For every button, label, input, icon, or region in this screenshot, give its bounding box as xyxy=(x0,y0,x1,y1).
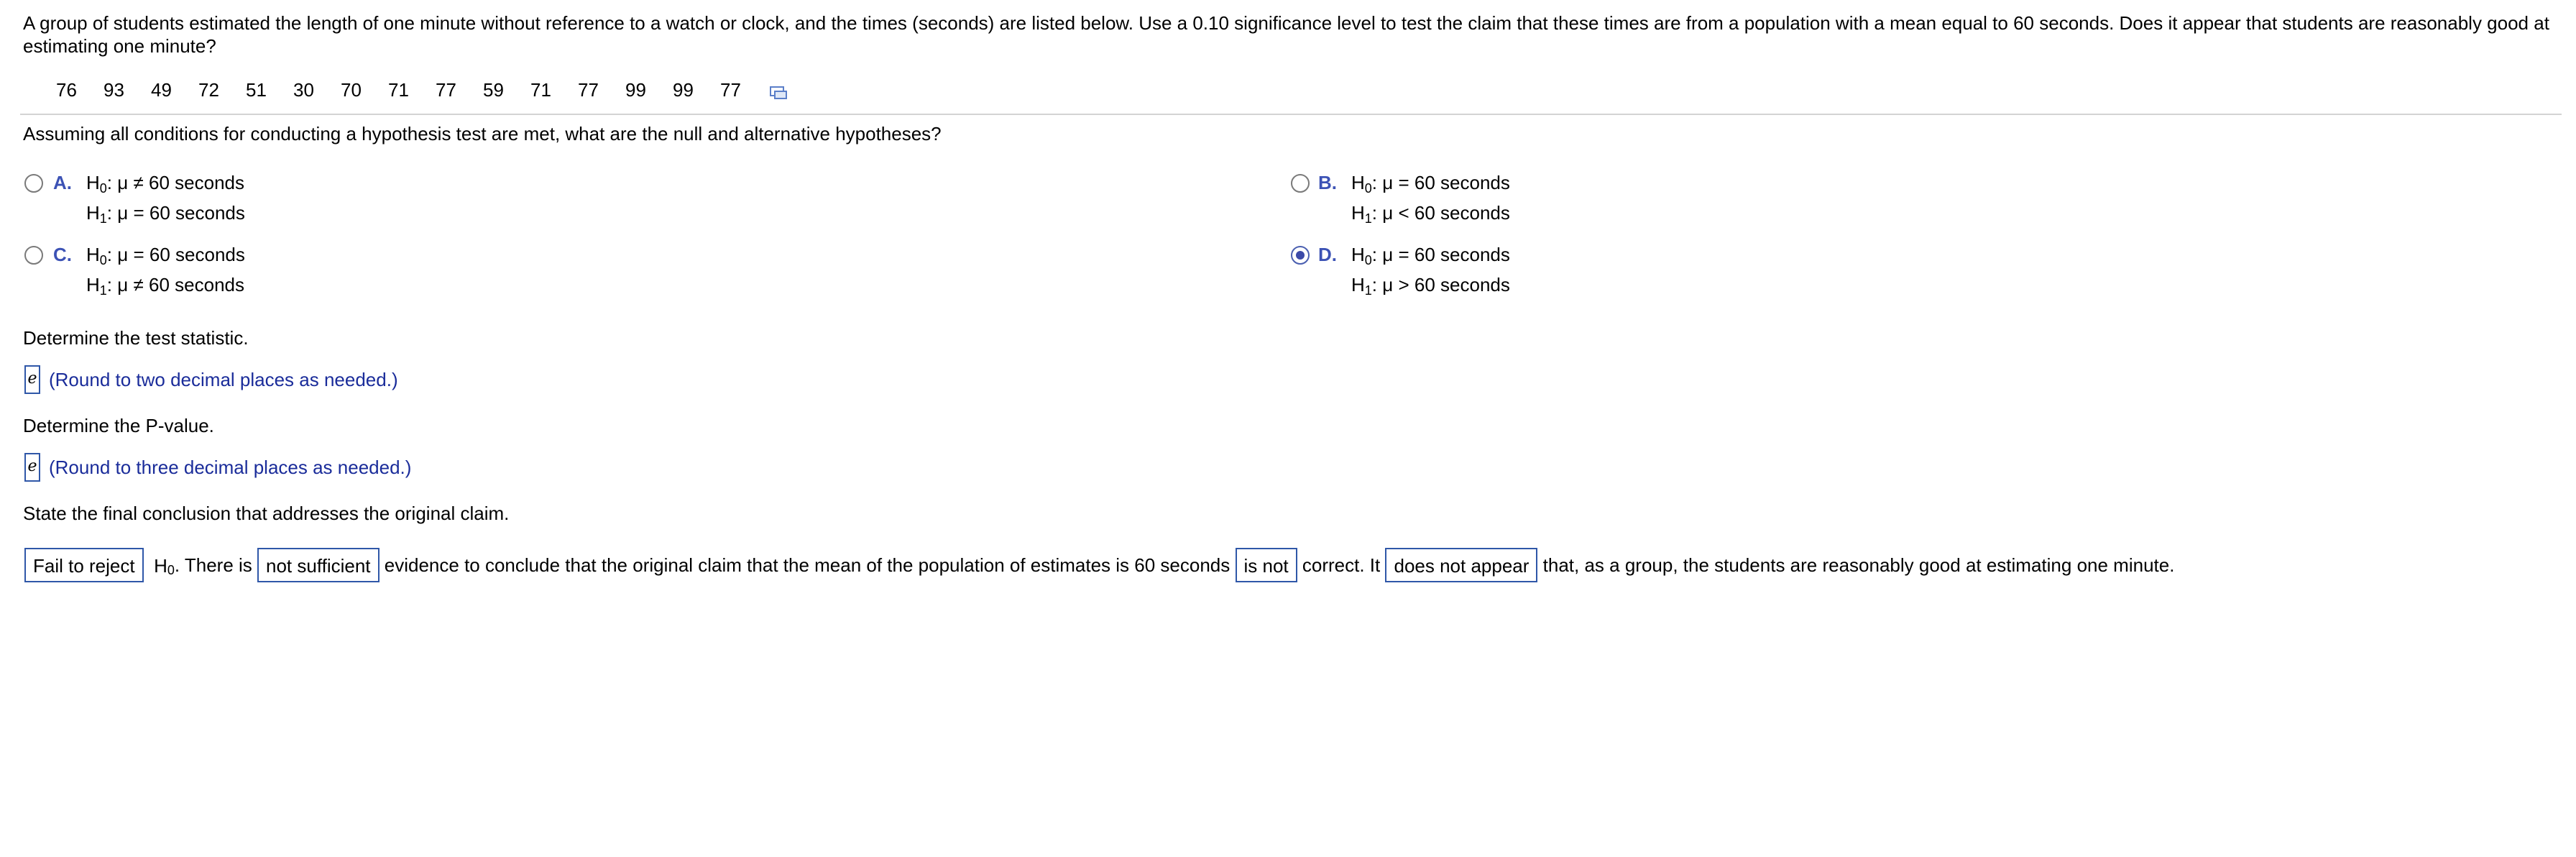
h-symbol: H xyxy=(86,172,100,193)
hypotheses-prompt: Assuming all conditions for conducting a hypothesis test are met, what are the null and alternative hypotheses? xyxy=(23,123,942,145)
relation-symbol: < xyxy=(1398,202,1409,224)
h-symbol: H xyxy=(1351,202,1365,224)
p-value-prompt: Determine the P-value. xyxy=(23,415,214,436)
appear-dropdown[interactable]: does not appear xyxy=(1385,548,1537,582)
h0-subscript: 0 xyxy=(99,253,107,267)
mu-symbol: μ xyxy=(1382,244,1394,265)
relation-symbol: = xyxy=(133,244,144,265)
h0-subscript: 0 xyxy=(1364,253,1372,267)
data-value: 99 xyxy=(673,79,694,101)
test-statistic-input[interactable]: e xyxy=(24,365,40,394)
option-c-null xyxy=(86,243,245,266)
h0-subscript: 0 xyxy=(1364,181,1372,196)
relation-symbol: = xyxy=(133,202,144,224)
colon: : xyxy=(106,172,113,193)
question-text xyxy=(23,12,2560,58)
question-intro-line1: A group of students estimated the length of one minute without reference to a watch or clock, and the times (seconds) are listed below. Use a 0.10 significance level to test the claim that these times are from a population with a mean equal to 60 seconds. Does it appear that students are reasonably good at xyxy=(23,12,2549,34)
relation-symbol: = xyxy=(1398,244,1409,265)
option-d-null-value: 60 seconds xyxy=(1414,244,1510,265)
test-statistic-hint: (Round to two decimal places as needed.) xyxy=(49,369,398,390)
relation-symbol: ≠ xyxy=(133,274,144,295)
option-d-alt-value: 60 seconds xyxy=(1414,274,1510,295)
option-a-null xyxy=(86,171,244,194)
conclusion-prompt: State the final conclusion that addresses the original claim. xyxy=(23,503,510,524)
data-value: 71 xyxy=(388,79,409,101)
option-c-alt xyxy=(86,273,244,296)
data-value: 76 xyxy=(56,79,77,101)
h-symbol: H xyxy=(154,555,167,577)
h0-text xyxy=(149,554,175,578)
relation-symbol: = xyxy=(1398,172,1409,193)
data-value: 30 xyxy=(293,79,314,101)
data-value: 77 xyxy=(720,79,741,101)
conclusion-text-4: that, as a group, the students are reasonably good at estimating one minute. xyxy=(1542,554,2175,577)
relation-symbol: ≠ xyxy=(133,172,144,193)
colon: : xyxy=(1371,274,1378,295)
mu-symbol: μ xyxy=(117,244,129,265)
h1-subscript: 1 xyxy=(99,283,107,298)
option-c-radio[interactable] xyxy=(24,246,43,265)
option-b-alt xyxy=(1351,201,1510,224)
option-c-alt-value: 60 seconds xyxy=(149,274,244,295)
copy-data-icon[interactable] xyxy=(769,85,788,101)
option-b-null xyxy=(1351,171,1510,194)
option-d-letter: D. xyxy=(1318,244,1337,265)
data-value: 77 xyxy=(578,79,599,101)
data-value: 59 xyxy=(483,79,504,101)
h-symbol: H xyxy=(1351,244,1365,265)
option-b-alt-value: 60 seconds xyxy=(1414,202,1510,224)
evidence-dropdown[interactable]: not sufficient xyxy=(257,548,380,582)
mu-symbol: μ xyxy=(1382,202,1394,224)
colon: : xyxy=(106,244,113,265)
option-a-letter: A. xyxy=(53,172,72,193)
option-d-radio[interactable] xyxy=(1291,246,1310,265)
p-value-input[interactable]: e xyxy=(24,453,40,482)
h1-subscript: 1 xyxy=(1364,211,1372,226)
divider xyxy=(20,114,2562,115)
data-values-row xyxy=(0,78,862,102)
conclusion-text-3: correct. It xyxy=(1302,554,1381,577)
conclusion-text-2: evidence to conclude that the original claim that the mean of the population of estimates is 60 seconds xyxy=(384,554,1230,577)
colon: : xyxy=(1371,202,1378,224)
mu-symbol: μ xyxy=(117,202,129,224)
data-value: 99 xyxy=(625,79,646,101)
h1-subscript: 1 xyxy=(99,211,107,226)
relation-symbol: > xyxy=(1398,274,1409,295)
option-d-alt xyxy=(1351,273,1510,296)
h-symbol: H xyxy=(1351,172,1365,193)
h-symbol: H xyxy=(86,244,100,265)
option-a-radio[interactable] xyxy=(24,174,43,193)
data-value: 49 xyxy=(151,79,172,101)
option-a-alt xyxy=(86,201,245,224)
test-statistic-prompt: Determine the test statistic. xyxy=(23,327,249,349)
data-value: 71 xyxy=(530,79,551,101)
h-symbol: H xyxy=(86,202,100,224)
h1-subscript: 1 xyxy=(1364,283,1372,298)
h0-subscript: 0 xyxy=(99,181,107,196)
colon: : xyxy=(1371,172,1378,193)
conclusion-sentence xyxy=(24,545,2174,582)
mu-symbol: μ xyxy=(1382,274,1394,295)
h-symbol: H xyxy=(1351,274,1365,295)
conclusion-text-1: . There is xyxy=(174,554,252,577)
data-value: 77 xyxy=(436,79,456,101)
mu-symbol: μ xyxy=(117,172,129,193)
data-value: 93 xyxy=(104,79,124,101)
option-c-null-value: 60 seconds xyxy=(149,244,245,265)
question-intro-line2: estimating one minute? xyxy=(23,35,216,57)
option-d-null xyxy=(1351,243,1510,266)
data-value: 51 xyxy=(246,79,267,101)
mu-symbol: μ xyxy=(117,274,129,295)
option-a-alt-value: 60 seconds xyxy=(149,202,245,224)
mu-symbol: μ xyxy=(1382,172,1394,193)
option-a-null-value: 60 seconds xyxy=(149,172,244,193)
colon: : xyxy=(106,274,113,295)
p-value-hint: (Round to three decimal places as needed.) xyxy=(49,457,412,478)
data-value: 72 xyxy=(198,79,219,101)
option-b-letter: B. xyxy=(1318,172,1337,193)
h-symbol: H xyxy=(86,274,100,295)
decision-dropdown[interactable]: Fail to reject xyxy=(24,548,144,582)
h0-subscript: 0 xyxy=(167,563,175,578)
option-b-radio[interactable] xyxy=(1291,174,1310,193)
data-value: 70 xyxy=(341,79,362,101)
colon: : xyxy=(1371,244,1378,265)
option-c-letter: C. xyxy=(53,244,72,265)
colon: : xyxy=(106,202,113,224)
claim-correct-dropdown[interactable]: is not xyxy=(1236,548,1297,582)
option-b-null-value: 60 seconds xyxy=(1414,172,1510,193)
